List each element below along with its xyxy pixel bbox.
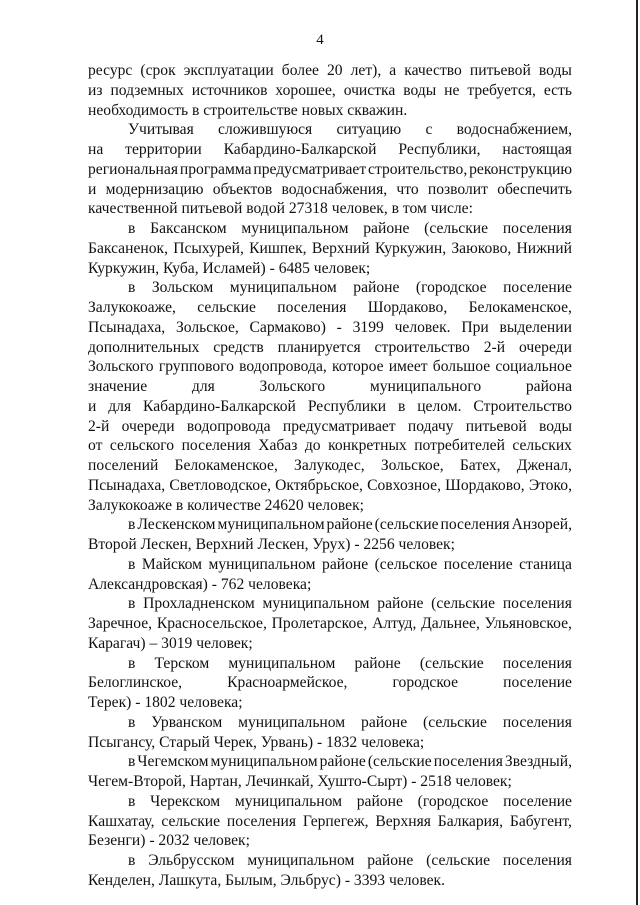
scan-edge-line <box>636 0 638 905</box>
text-line: в Зольском муниципальном районе (городское поселение <box>128 279 572 297</box>
text-line: Залукокоаже в количестве 24620 человек; <box>88 496 364 514</box>
text-line: Кашхатау, сельские поселения Герпегеж, Верхняя Балкария, Бабугент, <box>88 812 572 830</box>
page-number: 4 <box>316 32 324 48</box>
text-line: Псынадаха, Зольское, Сармаково) - 3199 человек. При выделении <box>88 318 572 336</box>
text-line: в Урванском муниципальном районе (сельские поселения <box>128 713 572 731</box>
body-text <box>88 61 572 891</box>
text-line: из подземных источников хорошее, очистка воды не требуется, есть <box>88 81 572 99</box>
text-line: Безенги) - 2032 человек; <box>88 832 250 850</box>
text-line: в Лескенском муниципальном районе (сельские поселения Анзорей, <box>128 516 572 534</box>
text-line: Учитывая сложившуюся ситуацию с водоснабжением, <box>128 121 572 139</box>
text-line: Кенделен, Лашкута, Былым, Эльбрус) - 3393 человек. <box>88 871 446 889</box>
text-line: значение для Зольского муниципального района <box>88 378 572 395</box>
text-line: необходимость в строительстве новых скважин. <box>88 101 408 119</box>
text-line: Залукокоаже, сельские поселения Шордаково, Белокаменское, <box>88 299 572 316</box>
text-line: региональная программа предусматривает строительство, реконструкцию <box>88 160 572 178</box>
text-line: от сельского поселения Хабаз до конкретных потребителей сельских <box>88 437 572 455</box>
text-line: Куркужин, Куба, Исламей) - 6485 человек; <box>88 259 371 277</box>
text-line: в Прохладненском муниципальном районе (сельские поселения <box>128 595 572 613</box>
text-line: Баксаненок, Псыхурей, Кишпек, Верхний Куркужин, Заюково, Нижний <box>88 239 572 257</box>
text-line: Заречное, Красносельское, Пролетарское, Алтуд, Дальнее, Ульяновское, <box>88 615 572 632</box>
text-line: ресурс (срок эксплуатации более 20 лет), а качество питьевой воды <box>88 62 572 79</box>
text-line: Псыгансу, Старый Черек, Урвань) - 1832 человека; <box>88 733 425 751</box>
text-line: Александровская) - 762 человека; <box>88 575 312 593</box>
text-line: 2-й очереди водопровода предусматривает подачу питьевой воды <box>88 417 572 435</box>
text-line: в Баксанском муниципальном районе (сельские поселения <box>128 220 572 237</box>
text-line: в Черекском муниципальном районе (городское поселение <box>128 792 572 810</box>
text-line: в Эльбрусском муниципальном районе (сельские поселения <box>128 852 572 869</box>
text-line: в Чегемском муниципальном районе (сельские поселения Звездный, <box>128 753 572 771</box>
text-line: Карагач) – 3019 человек; <box>88 634 253 652</box>
text-line: качественной питьевой водой 27318 человек, в том числе: <box>88 200 473 218</box>
text-line: в Майском муниципальном районе (сельское поселение станица <box>128 555 572 573</box>
text-line: Зольского группового водопровода, которое имеет большое социальное <box>88 358 572 376</box>
text-line: Чегем-Второй, Нартан, Лечинкай, Хушто-Сырт) - 2518 человек; <box>88 773 512 790</box>
text-line: на территории Кабардино-Балкарской Республики, настоящая <box>88 141 572 158</box>
text-line: поселений Белокаменское, Залукодес, Зольское, Батех, Дженал, <box>88 457 572 474</box>
text-line: Псынадаха, Светловодское, Октябрьское, Совхозное, Шордаково, Этоко, <box>88 476 572 494</box>
text-line: в Терском муниципальном районе (сельские поселения <box>128 654 572 672</box>
text-line: дополнительных средств планируется строительство 2-й очереди <box>88 338 572 356</box>
text-line: Второй Лескен, Верхний Лескен, Урух) - 2256 человек; <box>88 536 455 553</box>
text-line: Терек) - 1802 человека; <box>88 694 243 711</box>
text-line: и для Кабардино-Балкарской Республики в целом. Строительство <box>88 397 572 415</box>
text-line: Белоглинское, Красноармейское, городское поселение <box>88 674 572 692</box>
text-line: и модернизацию объектов водоснабжения, что позволит обеспечить <box>88 180 572 198</box>
